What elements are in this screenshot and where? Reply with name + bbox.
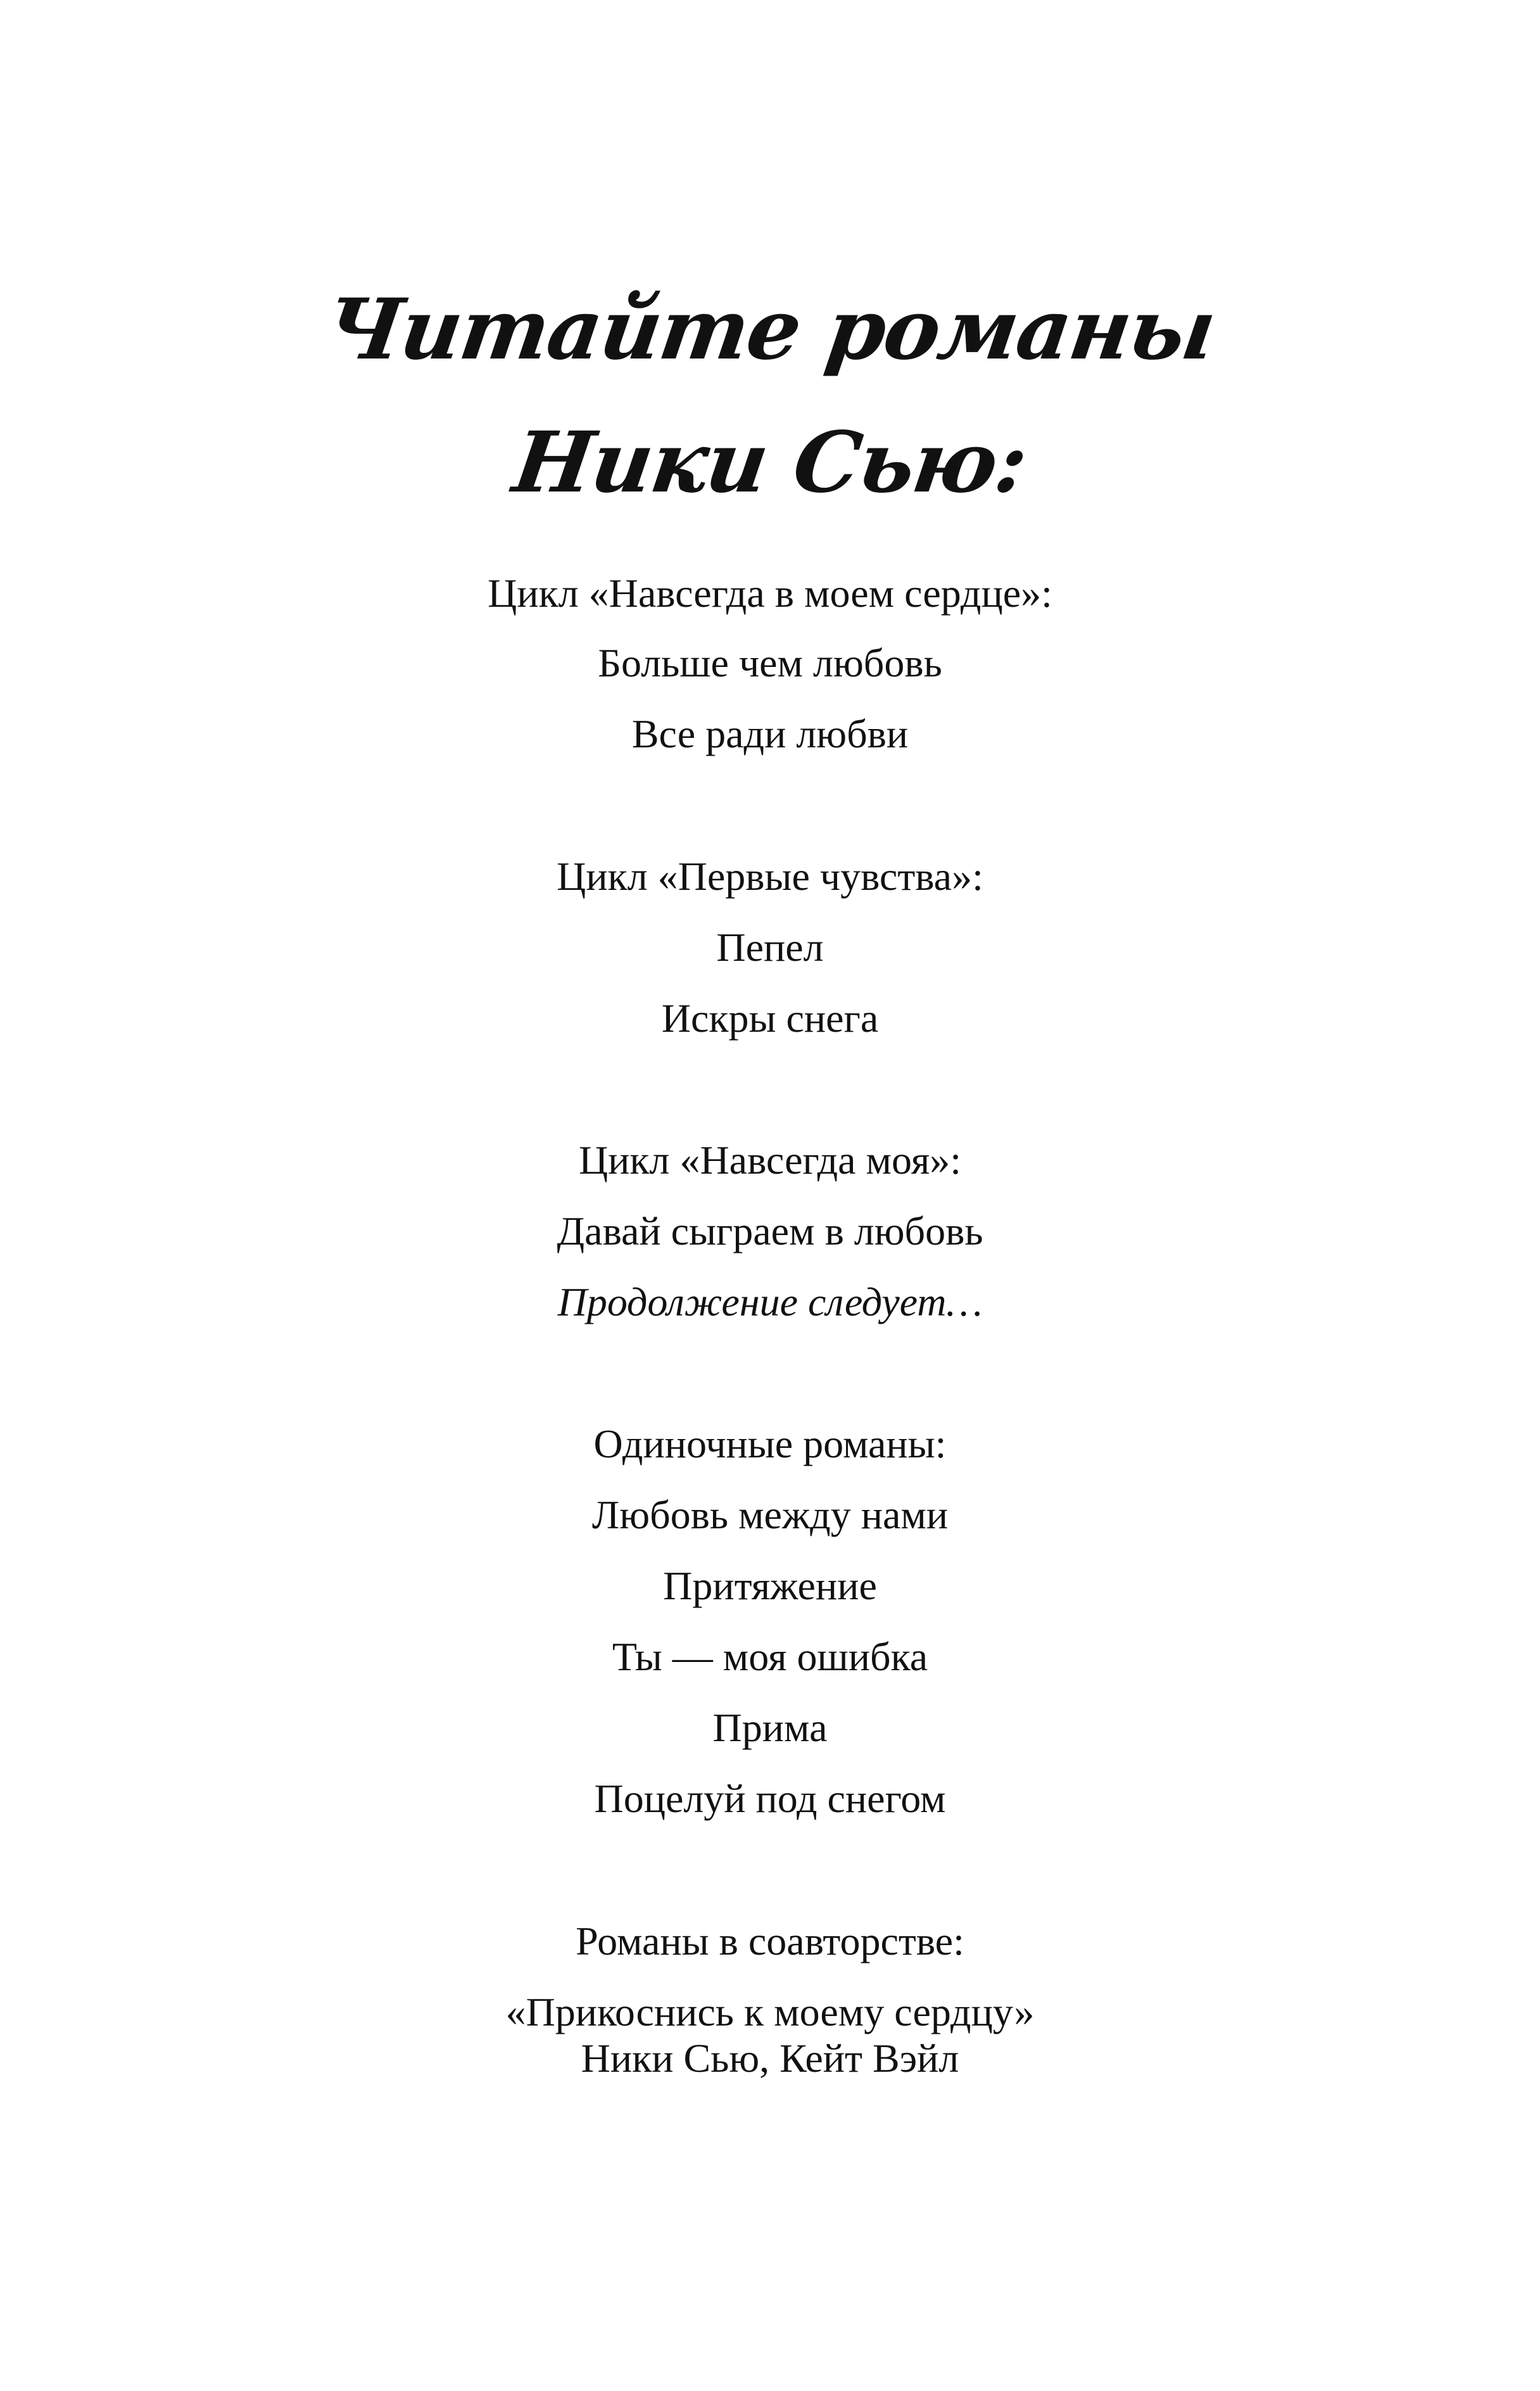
section-title: Романы в соавторстве: (576, 1919, 964, 1963)
page-heading-line-2: Ники Сью: (507, 414, 1033, 512)
book-title: Прима (712, 1705, 828, 1750)
book-title: Давай сыграем в любовь (557, 1208, 983, 1253)
book-title: Больше чем любовь (598, 640, 942, 685)
section-title: Одиночные романы: (593, 1421, 947, 1466)
section-title: Цикл «Навсегда в моем сердце»: (488, 571, 1052, 616)
book-title: Искры снега (661, 996, 879, 1041)
continuation-note: Продолжение следует… (557, 1279, 983, 1324)
book-title: Поцелуй под снегом (594, 1776, 946, 1821)
page-heading-line-1: Читайте романы (319, 281, 1221, 379)
section-title: Цикл «Первые чувства»: (557, 854, 983, 899)
book-title: Ты — моя ошибка (612, 1634, 928, 1679)
book-title: Пепел (716, 925, 824, 970)
book-title: Любовь между нами (591, 1492, 949, 1537)
book-title: Притяжение (663, 1563, 877, 1608)
section-title: Цикл «Навсегда моя»: (578, 1138, 962, 1183)
book-title: «Прикоснись к моему сердцу» (505, 1989, 1035, 2034)
book-title: Все ради любви (631, 711, 909, 756)
book-authors: Ники Сью, Кейт Вэйл (581, 2036, 959, 2081)
